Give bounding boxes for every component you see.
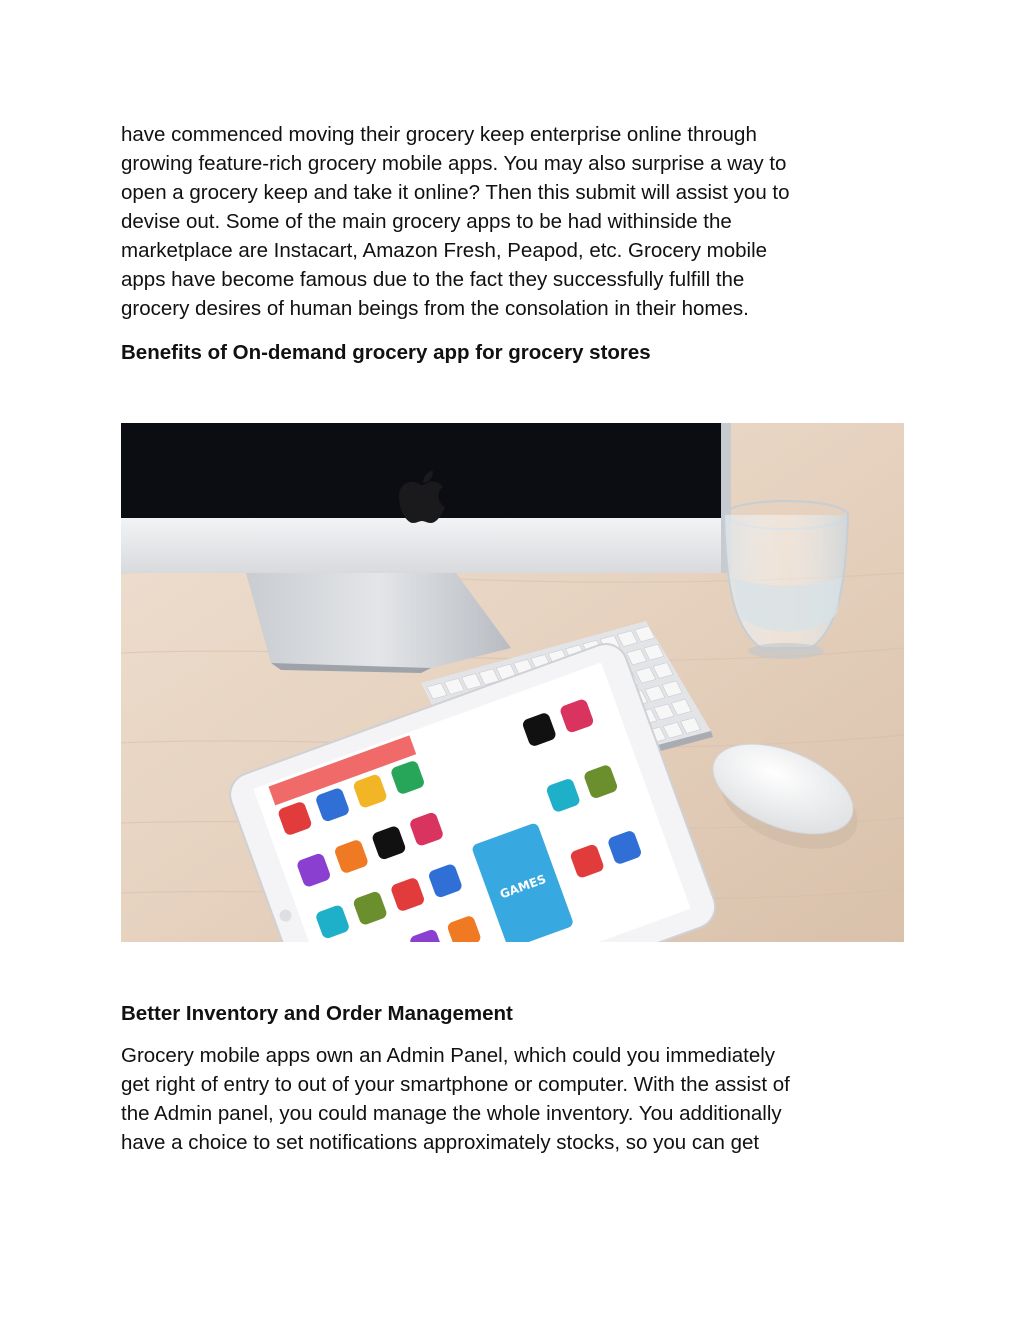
text-line: growing feature-rich grocery mobile apps. You may also surprise a way to [121, 152, 787, 175]
text-line: marketplace are Instacart, Amazon Fresh, Peapod, etc. Grocery mobile [121, 239, 768, 262]
paragraph-intro [121, 120, 911, 323]
paragraph-inventory [121, 1041, 911, 1157]
text-line: Grocery mobile apps own an Admin Panel, which could you immediately [121, 1044, 776, 1067]
text-line: open a grocery keep and take it online? Then this submit will assist you to [121, 181, 790, 204]
text-line: devise out. Some of the main grocery apps to be had withinside the [121, 210, 732, 233]
text-line: the Admin panel, you could manage the whole inventory. You additionally [121, 1102, 782, 1125]
section-heading-benefits: Benefits of On-demand grocery app for grocery stores [121, 341, 651, 364]
tablet-tile-label: GAMES [498, 871, 548, 902]
text-line: have a choice to set notifications approximately stocks, so you can get [121, 1131, 760, 1154]
text-line: get right of entry to out of your smartphone or computer. With the assist of [121, 1073, 790, 1096]
text-line: have commenced moving their grocery keep enterprise online through [121, 123, 757, 146]
text-line: grocery desires of human beings from the consolation in their homes. [121, 297, 749, 320]
text-line: apps have become famous due to the fact they successfully fulfill the [121, 268, 745, 291]
desk-photo [121, 423, 904, 942]
section-heading-inventory: Better Inventory and Order Management [121, 1002, 513, 1025]
